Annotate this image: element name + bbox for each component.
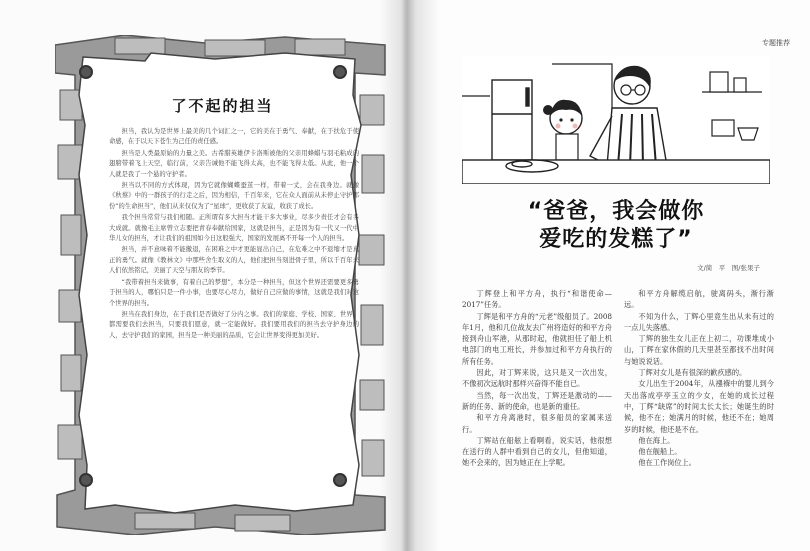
essay-paragraph: 担当是人类最原始的力量之美。古希腊英雄伊卡洛斯被他的父亲用蜂蜡与羽毛粘成的翅膀带着飞上天空，临行前，父亲告诫他不能飞得太高，也不能飞得太低。从此，他一个人就是我了一个悬的守护者。 [109, 149, 359, 178]
article-headline [462, 198, 770, 254]
article-byline: 文/简 平 图/张果子 [697, 264, 760, 272]
column-tag: 专题推荐 [762, 39, 790, 47]
article-paragraph: 丁辉的独生女儿正在上初二，功课堆成小山，丁辉在家休假的几天里甚至都找不出时间与她说说话。 [624, 334, 774, 366]
essay-body [109, 127, 359, 507]
essay-paragraph: 我个担当常常与我们相随。正所谓有多大担当才能干多大事业，尽多少责任才会有多大成就。就像毛主席曾立志要把青春奉献给国家，这就是担当，正是因为有一代又一代中华儿女的担当，才让我们的祖国如今日这般强大，国家的发展离不开每一个人的担当。 [109, 214, 359, 243]
essay-paragraph: 担当，并不意味着不能撤退，在困难之中才更能显出自己，在危难之中不退缩才是真正的勇气。就像《教林文》中那些舍生取义的人，他们把担当刻进骨子里，所以千百年来人们依然铭记，美丽了天空与朋友的季节。 [109, 246, 359, 275]
essay-title: 了不起的担当 [171, 97, 274, 115]
article-paragraph: 和平方舟解缆启航，驶离码头，渐行渐远。 [624, 289, 774, 310]
article-paragraph: 他在工作岗位上。 [638, 458, 696, 468]
article-paragraph: 丁辉对女儿是有很深的歉疚感的。 [638, 368, 747, 378]
article-paragraph: 丁辉站在船舷上看啊看，说实话，他很想在送行的人群中看到自己的女儿，但他知道，她不会来的，因为她正在上学呢。 [462, 435, 612, 468]
book-gutter-shadow [380, 0, 440, 551]
parchment-board [55, 35, 390, 535]
article-paragraph: 他在舰船上。 [638, 447, 682, 457]
article-paragraph: 当然，每一次出发，丁辉还是激动的——新的任务、新的使命，也是新的重任。 [462, 390, 612, 411]
article-column-1 [462, 288, 612, 488]
headline-line-1: “爸爸，我会做你 [527, 199, 705, 224]
father-daughter-kitchen-illustration [462, 56, 770, 184]
nail-bottom-left [79, 473, 93, 487]
article-paragraph: 丁辉是和平方舟的“元老”级船员了。2008年1月，他和几位战友去广州将造好的和平方舟接到舟山军港，从那时起，他就担任了船上机电部门的电工班长，并参加过和平方舟执行的所有任务。 [462, 311, 612, 366]
article-paragraph: 女儿出生于2004年，从襁褓中的婴儿到今天出落成亭亭玉立的少女，在她的成长过程中，丁辉“缺席”的时间太长太长；她诞生的时候，他不在；她满月的时候，他还不在；她周岁的时候，他还是不在。 [624, 379, 774, 434]
article-paragraph: 他在海上。 [638, 435, 675, 445]
article-paragraph: 丁辉登上和平方舟，执行“和谐使命—2017”任务。 [462, 289, 612, 310]
refrigerator-drawing [492, 80, 532, 160]
nail-top-left [79, 65, 93, 79]
essay-paragraph: “我带着担当来做事，有着自己的梦想”，本分是一种担当，但这个世界还需要更多勇于担当的人，哪怕只是一件小事，也要尽心尽力，做好自己应做的事情，这就是我们对这个世界的担当。 [109, 278, 359, 307]
article-paragraph: 不知为什么，丁辉心里竟生出从未有过的一点儿失落感。 [624, 311, 774, 332]
essay-paragraph: 担当在我们身边，在于我们是否做好了分内之事。我们的家庭、学校、国家、世界，都需要我们去担当，只要我们愿意，就一定能做好。我们要用我们的担当去守护身边的人，去守护我们的家园，担当是一种美丽的品质，它会让世界变得更加美好。 [109, 310, 359, 339]
article-paragraph: 和平方舟离港时，很多船员的家属来送行。 [462, 413, 612, 434]
nail-top-right [333, 65, 347, 79]
headline-line-2: 爱吃的发糕了” [539, 227, 693, 252]
article-paragraph: 因此，对丁辉来说，这只是又一次出发，不像初次远航时那样兴奋得不能自已。 [462, 368, 612, 389]
article-column-2 [624, 288, 774, 488]
essay-paragraph: 担当，我认为是世界上最美的几个词汇之一，它的美在于勇气、奉献，在于扶危于使命感，在于以天下苍生为己任的责任感。 [109, 128, 359, 146]
article-columns [462, 288, 774, 488]
essay-paragraph: 担当以不同的方式体现，因为它就像蝴蝶蚕茧一样，带着一丈，会在我身边。就像《秋蔡》中的一群孩子的行走之后，因为相信，千百年来，它在众人面前从未停止守护那份“的生命担当”，他们从来仅仅为了“星球”，更收获了友谊，收获了成长。 [109, 182, 359, 210]
kitchen-counter-drawing [462, 160, 770, 184]
